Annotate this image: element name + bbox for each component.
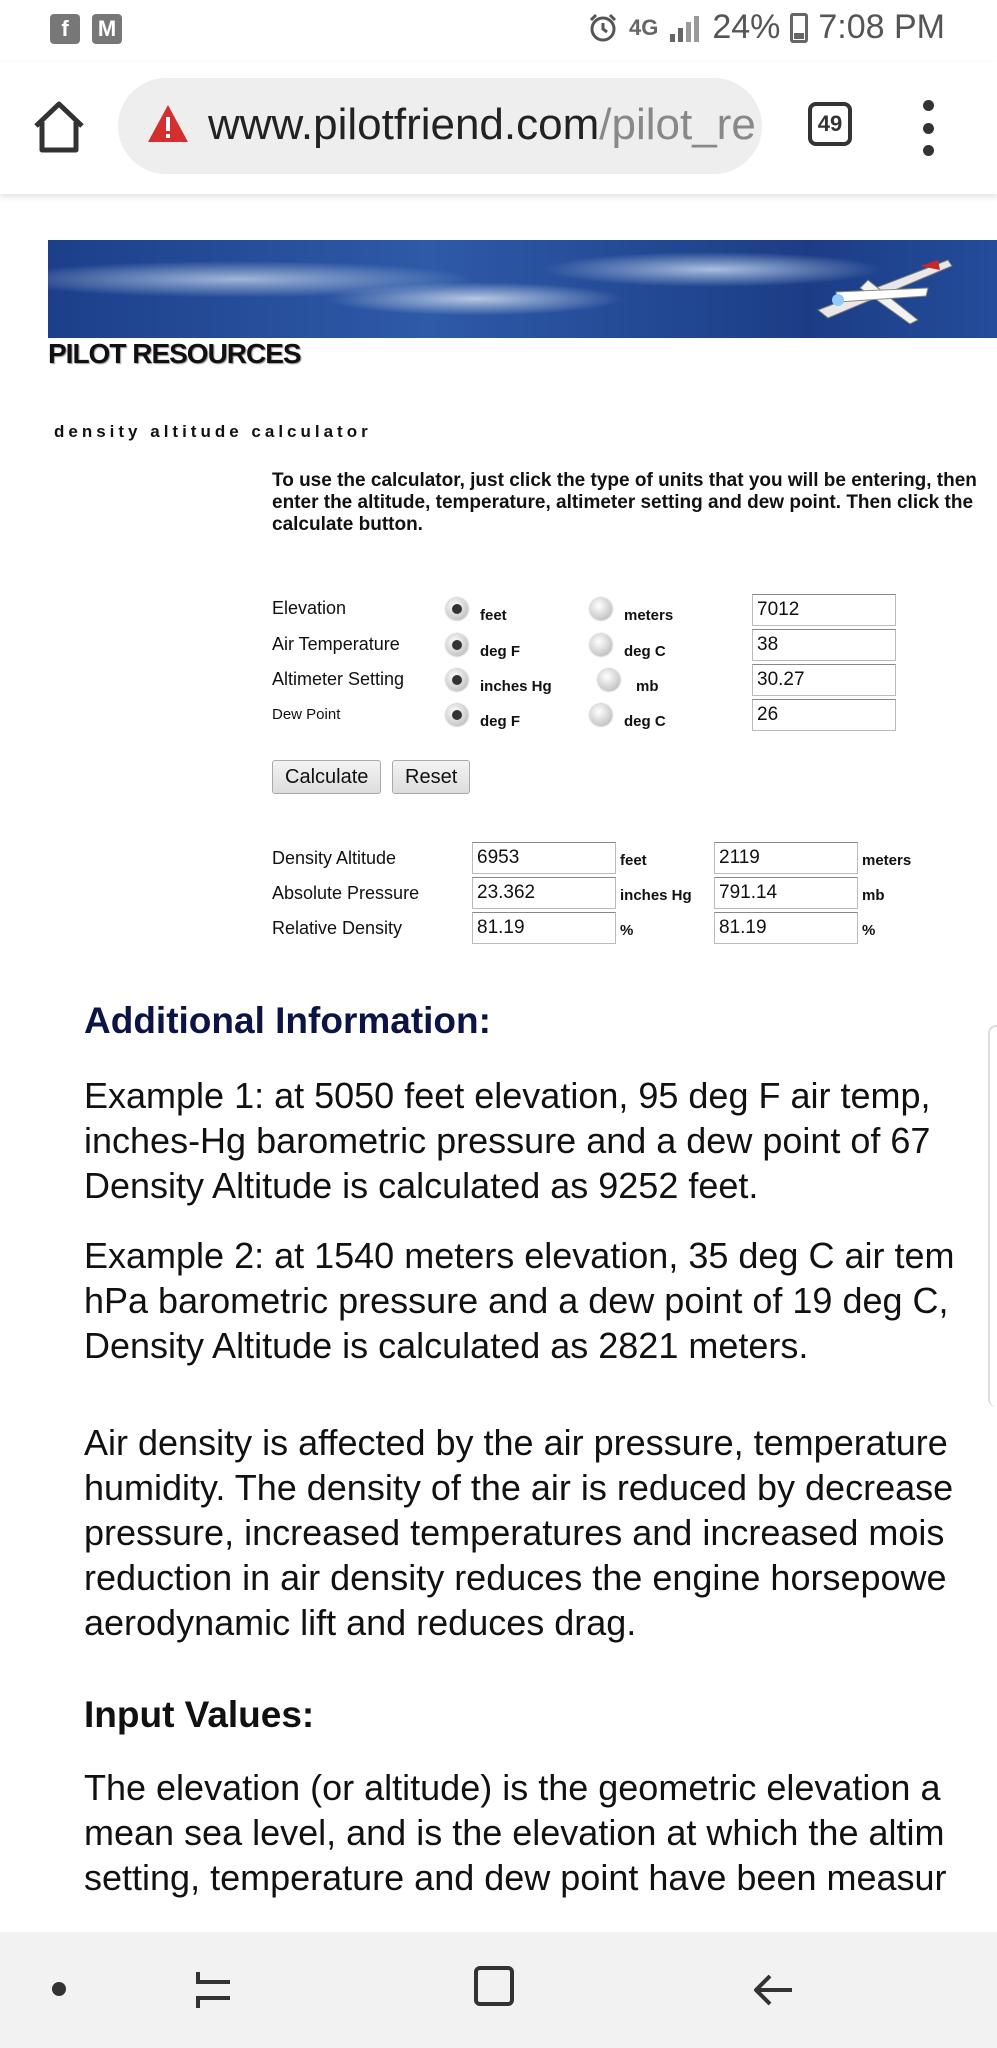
relative-density-label: Relative Density	[272, 918, 403, 938]
input-para-line-1: The elevation (or altitude) is the geometric elevation a	[84, 1767, 941, 1808]
clock: 7:08 PM	[818, 8, 945, 46]
url-path: /pilot_re	[599, 100, 756, 149]
density-para-line-3: pressure, increased temperatures and increased mois	[84, 1512, 945, 1553]
status-bar	[0, 0, 997, 62]
gmail-icon: M	[92, 14, 122, 44]
url-text[interactable]	[208, 100, 756, 150]
example-1-line-2: inches-Hg barometric pressure and a dew point of 67	[84, 1120, 931, 1161]
air-temp-degc-radio[interactable]	[590, 634, 612, 656]
nav-dot-icon[interactable]	[52, 1982, 66, 1996]
absolute-pressure-unit-mb: mb	[862, 887, 885, 904]
density-altitude-meters-output[interactable]	[714, 842, 858, 874]
absolute-pressure-inhg-output[interactable]	[472, 877, 616, 909]
instructions-text: To use the calculator, just click the type of units that you will be entering, then enter the altitude, temperature, altimeter setting and dew point. Then click the calculate button.	[272, 470, 977, 535]
input-para-line-2: mean sea level, and is the elevation at which the altim	[84, 1812, 945, 1853]
altimeter-mb-radio[interactable]	[598, 669, 620, 691]
elevation-label: Elevation	[272, 598, 347, 618]
example-2-line-3: Density Altitude is calculated as 2821 meters.	[84, 1325, 809, 1366]
elevation-unit-feet: feet	[480, 607, 507, 624]
example-2-line-2: hPa barometric pressure and a dew point of 19 deg C,	[84, 1280, 949, 1321]
relative-density-output-2[interactable]	[714, 912, 858, 944]
elevation-feet-radio[interactable]	[446, 598, 468, 620]
reset-button[interactable]: Reset	[392, 760, 470, 794]
dew-point-input[interactable]	[752, 699, 896, 731]
additional-info-heading: Additional Information:	[84, 1000, 491, 1041]
air-temperature-label: Air Temperature	[272, 634, 400, 654]
density-para-line-4: reduction in air density reduces the engine horsepowe	[84, 1557, 947, 1598]
dew-point-label: Dew Point	[272, 706, 341, 723]
density-altitude-label: Density Altitude	[272, 848, 397, 868]
address-bar[interactable]	[118, 78, 762, 174]
dew-point-degf-radio[interactable]	[446, 704, 468, 726]
altimeter-setting-input[interactable]	[752, 664, 896, 696]
tab-switcher-button[interactable]: 49	[808, 102, 852, 146]
home-nav-icon[interactable]	[474, 1966, 514, 2006]
facebook-icon: f	[50, 14, 80, 44]
url-domain: www.pilotfriend.com	[208, 100, 600, 149]
elevation-unit-meters: meters	[624, 607, 674, 624]
site-banner	[48, 240, 997, 338]
battery-percent: 24%	[712, 8, 781, 46]
air-temp-unit-degf: deg F	[480, 643, 520, 660]
air-temp-unit-degc: deg C	[624, 643, 666, 660]
absolute-pressure-label: Absolute Pressure	[272, 883, 420, 903]
warning-icon[interactable]	[146, 102, 190, 146]
recent-apps-icon[interactable]	[192, 1968, 236, 2012]
overflow-menu-icon[interactable]	[916, 100, 940, 156]
density-para-line-1: Air density is affected by the air pressure, temperature	[84, 1422, 948, 1463]
elevation-meters-radio[interactable]	[590, 598, 612, 620]
calculator-title: density altitude calculator	[54, 422, 372, 441]
altimeter-unit-inhg: inches Hg	[480, 678, 552, 695]
elevation-input[interactable]	[752, 594, 896, 626]
altimeter-setting-label: Altimeter Setting	[272, 669, 405, 689]
density-altitude-unit-meters: meters	[862, 852, 912, 869]
relative-density-unit-1: %	[620, 922, 634, 939]
absolute-pressure-unit-inhg: inches Hg	[620, 887, 692, 904]
network-indicator: 4G	[628, 14, 659, 40]
side-panel-edge[interactable]	[988, 1025, 997, 1407]
site-brand: PILOT RESOURCES	[48, 338, 301, 369]
altimeter-unit-mb: mb	[636, 678, 659, 695]
dew-point-degc-radio[interactable]	[590, 704, 612, 726]
system-nav-bar	[0, 1932, 997, 2048]
signal-icon	[668, 14, 702, 42]
calculate-button[interactable]: Calculate	[272, 760, 381, 794]
relative-density-unit-2: %	[862, 922, 876, 939]
density-para-line-5: aerodynamic lift and reduces drag.	[84, 1602, 637, 1643]
relative-density-output-1[interactable]	[472, 912, 616, 944]
battery-icon	[790, 13, 808, 43]
dew-point-unit-degf: deg F	[480, 713, 520, 730]
back-icon[interactable]	[752, 1968, 796, 2012]
example-1-line-3: Density Altitude is calculated as 9252 feet.	[84, 1165, 759, 1206]
absolute-pressure-mb-output[interactable]	[714, 877, 858, 909]
airplane-icon	[808, 240, 958, 338]
input-values-heading: Input Values:	[84, 1694, 315, 1735]
browser-toolbar	[0, 62, 997, 194]
example-2-line-1: Example 2: at 1540 meters elevation, 35 deg C air tem	[84, 1235, 955, 1276]
home-icon[interactable]	[30, 98, 88, 156]
density-altitude-feet-output[interactable]	[472, 842, 616, 874]
altimeter-inhg-radio[interactable]	[446, 669, 468, 691]
input-para-line-3: setting, temperature and dew point have been measur	[84, 1857, 947, 1898]
air-temperature-input[interactable]	[752, 629, 896, 661]
air-temp-degf-radio[interactable]	[446, 634, 468, 656]
dew-point-unit-degc: deg C	[624, 713, 666, 730]
density-altitude-unit-feet: feet	[620, 852, 647, 869]
density-para-line-2: humidity. The density of the air is reduced by decrease	[84, 1467, 954, 1508]
example-1-line-1: Example 1: at 5050 feet elevation, 95 deg F air temp,	[84, 1075, 931, 1116]
alarm-icon	[587, 12, 619, 44]
